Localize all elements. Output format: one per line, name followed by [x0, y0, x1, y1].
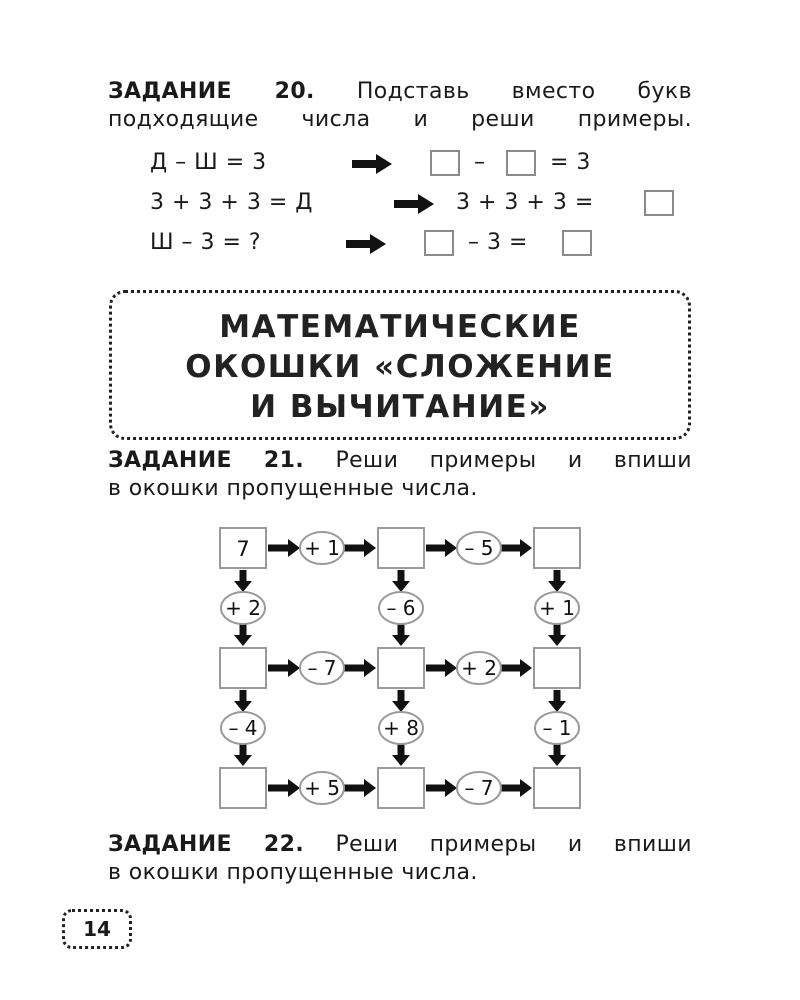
box-value: 7 [236, 537, 250, 561]
task21-instruction-1: Реши примеры и впиши [335, 448, 692, 473]
heading-line-2: ОКОШКИ «СЛОЖЕНИЕ [185, 349, 615, 385]
vertical-operation: – 1 [542, 716, 572, 740]
vertical-operation: – 4 [228, 716, 258, 740]
arrow-right-icon [426, 785, 447, 792]
arrow-right-icon [364, 779, 376, 797]
arrow-down-icon [234, 755, 252, 766]
answer-box[interactable] [506, 150, 536, 176]
vertical-operation: – 6 [386, 596, 416, 620]
task20-row1-lhs: Д – Ш = 3 [150, 150, 267, 175]
answer-box[interactable] [424, 230, 454, 256]
task20-text-line1 [108, 78, 692, 106]
arrow-right-icon [501, 545, 522, 552]
horizontal-operation: – 5 [464, 536, 494, 560]
arrow-down-icon [548, 581, 566, 592]
arrow-right-icon [394, 194, 434, 220]
horizontal-operation: + 1 [304, 536, 340, 560]
answer-box[interactable] [220, 768, 266, 808]
task22-instruction-1: Реши примеры и впиши [335, 832, 692, 857]
answer-box[interactable] [378, 648, 424, 688]
task20-label: ЗАДАНИЕ 20. [108, 79, 315, 104]
vertical-operation: + 1 [539, 596, 575, 620]
task20-instruction-2: подходящие числа и реши примеры. [108, 107, 692, 132]
arrow-right-icon [445, 659, 457, 677]
task20-row3-rhs: – 3 = [468, 230, 528, 255]
arrow-down-icon [234, 635, 252, 646]
task22-label: ЗАДАНИЕ 22. [108, 832, 305, 857]
arrow-right-icon [288, 779, 300, 797]
arrow-right-icon [344, 545, 366, 552]
arrow-down-icon [548, 701, 566, 712]
answer-box[interactable] [430, 150, 460, 176]
math-window-scheme [200, 510, 600, 820]
section-heading [109, 290, 691, 440]
heading-line-3: И ВЫЧИТАНИЕ» [250, 389, 550, 425]
answer-box[interactable] [562, 230, 592, 256]
arrow-right-icon [426, 665, 447, 672]
arrow-right-icon [501, 785, 522, 792]
page-number: 14 [62, 909, 132, 949]
task20-text-line2 [108, 106, 692, 134]
task22-text-line2 [108, 859, 692, 887]
vertical-operation: + 2 [225, 596, 261, 620]
horizontal-operation: + 5 [304, 776, 340, 800]
task20-row3-lhs: Ш – 3 = ? [150, 230, 262, 255]
arrow-right-icon [501, 665, 522, 672]
arrow-right-icon [346, 234, 386, 260]
arrow-right-icon [445, 539, 457, 557]
answer-box[interactable] [534, 648, 580, 688]
task20-row1-op: – [474, 150, 486, 175]
answer-box[interactable] [534, 528, 580, 568]
arrow-right-icon [268, 545, 290, 552]
arrow-right-icon [364, 659, 376, 677]
arrow-right-icon [364, 539, 376, 557]
task20-row2-lhs: 3 + 3 + 3 = Д [150, 190, 313, 215]
arrow-down-icon [392, 755, 410, 766]
arrow-right-icon [520, 539, 532, 557]
task20-row1-result: = 3 [550, 150, 591, 175]
arrow-right-icon [268, 785, 290, 792]
task21-instruction-2: в окошки пропущенные числа. [108, 476, 478, 501]
arrow-right-icon [352, 154, 392, 180]
answer-box[interactable] [378, 768, 424, 808]
answer-box[interactable] [534, 768, 580, 808]
task21-label: ЗАДАНИЕ 21. [108, 448, 305, 473]
arrow-down-icon [392, 701, 410, 712]
vertical-operation: + 8 [383, 716, 419, 740]
arrow-right-icon [268, 665, 290, 672]
arrow-down-icon [548, 635, 566, 646]
arrow-right-icon [520, 659, 532, 677]
horizontal-operation: + 2 [461, 656, 497, 680]
horizontal-operation: – 7 [307, 656, 337, 680]
arrow-right-icon [520, 779, 532, 797]
arrow-down-icon [392, 581, 410, 592]
arrow-right-icon [445, 779, 457, 797]
arrow-down-icon [234, 701, 252, 712]
task20-row2-rhs: 3 + 3 + 3 = [456, 190, 594, 215]
task22-text-line1 [108, 831, 692, 859]
arrow-right-icon [426, 545, 447, 552]
arrow-down-icon [234, 581, 252, 592]
answer-box[interactable] [378, 528, 424, 568]
answer-box[interactable] [644, 190, 674, 216]
horizontal-operation: – 7 [464, 776, 494, 800]
arrow-right-icon [288, 659, 300, 677]
arrow-right-icon [344, 785, 366, 792]
answer-box[interactable] [220, 648, 266, 688]
task21-text-line2 [108, 475, 692, 503]
arrow-down-icon [392, 635, 410, 646]
heading-line-1: МАТЕМАТИЧЕСКИЕ [219, 309, 581, 345]
task22-instruction-2: в окошки пропущенные числа. [108, 860, 478, 885]
arrow-right-icon [344, 665, 366, 672]
task21-text-line1 [108, 447, 692, 475]
arrow-down-icon [548, 755, 566, 766]
arrow-right-icon [288, 539, 300, 557]
task20-instruction-1: Подставь вместо букв [356, 79, 692, 104]
